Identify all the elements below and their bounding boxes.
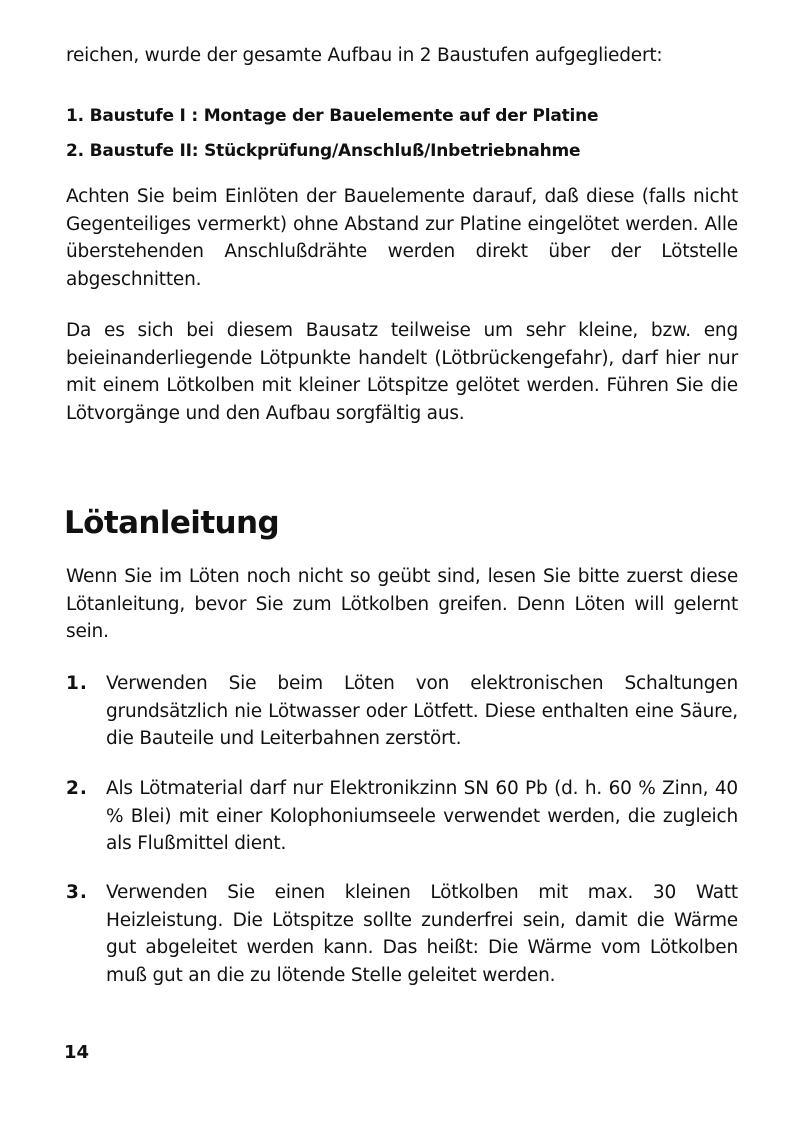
intro-line: reichen, wurde der gesamte Aufbau in 2 Baustufen aufgegliedert: xyxy=(66,45,663,66)
paragraph-1-text: Achten Sie beim Einlöten der Bauelemente darauf, daß diese (falls nicht Gegenteiliges vermerkt) ohne Abstand zur Platine eingelötet werden. Alle überstehenden Anschlußdrähte werden direkt über der Lötstelle abgeschnitten. xyxy=(66,186,738,290)
intro-paragraph: Wenn Sie im Löten noch nicht so geübt sind, lesen Sie bitte zuerst diese Lötanleitung, bevor Sie zum Lötkolben greifen. Denn Löten will gelernt sein. xyxy=(66,566,738,642)
section-heading: Lötanleitung xyxy=(64,505,280,541)
intro-line-block xyxy=(66,42,738,70)
paragraph-soldering-components xyxy=(66,183,738,293)
list-item xyxy=(66,879,738,989)
intro-paragraph-block xyxy=(66,563,738,646)
page-number: 14 xyxy=(64,1042,90,1063)
list-item-text: Verwenden Sie einen kleinen Lötkolben mit max. 30 Watt Heizleistung. Die Lötspitze sollte zunderfrei sein, damit die Wärme gut abgeleitet werden kann. Das heißt: Die Wärme vom Lötkolben muß gut an die zu lötende Stelle geleitet werden. xyxy=(106,882,738,986)
paragraph-2-text: Da es sich bei diesem Bausatz teilweise um sehr kleine, bzw. eng beieinanderliegende Lötpunkte handelt (Lötbrückengefahr), darf hier nur mit einem Lötkolben mit kleiner Lötspitze gelötet werden. Führen Sie die Lötvorgänge und den Aufbau sorgfältig aus. xyxy=(66,320,738,424)
list-item-text: Verwenden Sie beim Löten von elektronischen Schaltungen grundsätzlich nie Lötwasser oder Lötfett. Diese enthalten eine Säure, die Bauteile und Leiterbahnen zerstört. xyxy=(106,673,738,749)
list-item-text: Als Lötmaterial darf nur Elektronikzinn SN 60 Pb (d. h. 60 % Zinn, 40 % Blei) mit einer Kolophoniumseele verwendet werden, die zugleich als Flußmittel dient. xyxy=(106,778,738,854)
list-item-number: 2. xyxy=(66,778,88,799)
list-item xyxy=(66,670,738,753)
build-steps-list xyxy=(66,103,738,165)
build-step-1: 1. Baustufe I : Montage der Bauelemente auf der Platine xyxy=(66,106,599,126)
list-item-number: 3. xyxy=(66,882,88,903)
list-item-number: 1. xyxy=(66,673,88,694)
paragraph-solder-bridges xyxy=(66,317,738,427)
build-step-2: 2. Baustufe II: Stückprüfung/Anschluß/Inbetriebnahme xyxy=(66,140,581,161)
list-item xyxy=(66,775,738,858)
